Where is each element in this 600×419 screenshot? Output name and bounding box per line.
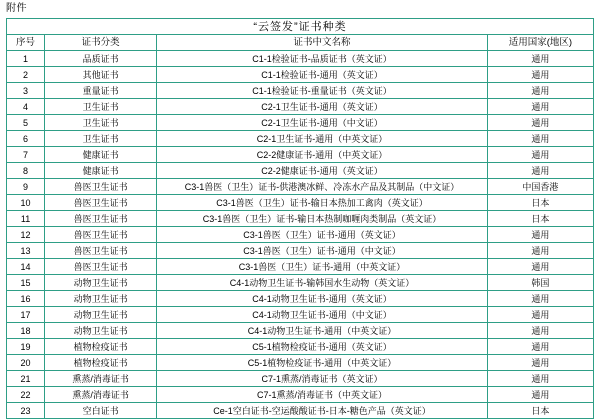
table-row [7,339,594,355]
row-country: 通用 [487,227,593,243]
table-row [7,83,594,99]
row-country: 通用 [487,307,593,323]
row-index: 19 [7,339,45,355]
table-row [7,51,594,67]
row-country: 日本 [487,403,593,419]
row-name: C2-1卫生证书-通用（中英文证） [157,131,488,147]
certificate-table-body [7,19,594,419]
row-name: C4-1动物卫生证书-通用（英文证） [157,291,488,307]
table-row [7,307,594,323]
table-row [7,163,594,179]
row-category: 健康证书 [45,163,157,179]
row-name: C4-1动物卫生证书-通用（中英文证） [157,323,488,339]
table-row [7,179,594,195]
row-country: 通用 [487,147,593,163]
row-index: 5 [7,115,45,131]
table-row [7,259,594,275]
table-row [7,195,594,211]
table-row [7,403,594,419]
row-index: 13 [7,243,45,259]
row-category: 空白证书 [45,403,157,419]
row-index: 9 [7,179,45,195]
table-row [7,243,594,259]
row-category: 健康证书 [45,147,157,163]
row-name: C3-1兽医（卫生）证书-通用（英文证） [157,227,488,243]
row-name: C2-2健康证书-通用（英文证） [157,163,488,179]
row-name: C2-1卫生证书-通用（中文证） [157,115,488,131]
row-index: 12 [7,227,45,243]
row-category: 兽医卫生证书 [45,211,157,227]
column-header-name: 证书中文名称 [157,35,488,51]
row-index: 4 [7,99,45,115]
row-index: 23 [7,403,45,419]
row-index: 18 [7,323,45,339]
row-name: C5-1植物检疫证书-通用（中英文证） [157,355,488,371]
row-name: C5-1植物检疫证书-通用（英文证） [157,339,488,355]
row-category: 卫生证书 [45,115,157,131]
row-country: 通用 [487,323,593,339]
table-row [7,355,594,371]
row-country: 通用 [487,371,593,387]
row-index: 2 [7,67,45,83]
column-header-country: 适用国家(地区) [487,35,593,51]
row-index: 6 [7,131,45,147]
column-header-index: 序号 [7,35,45,51]
row-index: 16 [7,291,45,307]
table-row [7,387,594,403]
row-country: 韩国 [487,275,593,291]
row-country: 通用 [487,83,593,99]
row-category: 其他证书 [45,67,157,83]
row-category: 动物卫生证书 [45,291,157,307]
row-category: 品质证书 [45,51,157,67]
row-name: C3-1兽医（卫生）证书-输日本热制咖喱肉类制品（英文证） [157,211,488,227]
row-country: 通用 [487,339,593,355]
table-row [7,115,594,131]
row-category: 熏蒸/消毒证书 [45,387,157,403]
row-category: 卫生证书 [45,131,157,147]
row-category: 动物卫生证书 [45,323,157,339]
row-country: 通用 [487,291,593,307]
row-category: 兽医卫生证书 [45,179,157,195]
row-name: C2-2健康证书-通用（中英文证） [157,147,488,163]
row-category: 兽医卫生证书 [45,259,157,275]
row-country: 日本 [487,195,593,211]
table-row [7,227,594,243]
row-country: 通用 [487,67,593,83]
table-header-row [7,35,594,51]
row-category: 重量证书 [45,83,157,99]
row-name: C3-1兽医（卫生）证书-供港澳冰鲜、冷冻水产品及其制品（中文证） [157,179,488,195]
row-country: 通用 [487,163,593,179]
row-index: 10 [7,195,45,211]
row-name: C1-1检验证书-重量证书（英文证） [157,83,488,99]
row-index: 14 [7,259,45,275]
table-row [7,131,594,147]
row-category: 卫生证书 [45,99,157,115]
row-category: 熏蒸/消毒证书 [45,371,157,387]
row-name: C1-1检验证书-通用（英文证） [157,67,488,83]
row-index: 8 [7,163,45,179]
row-index: 20 [7,355,45,371]
row-index: 1 [7,51,45,67]
table-title: “云签发”证书种类 [7,19,594,35]
row-index: 22 [7,387,45,403]
table-row [7,99,594,115]
row-country: 通用 [487,355,593,371]
row-index: 17 [7,307,45,323]
row-country: 通用 [487,243,593,259]
row-country: 中国香港 [487,179,593,195]
row-category: 兽医卫生证书 [45,227,157,243]
row-category: 动物卫生证书 [45,275,157,291]
row-name: C3-1兽医（卫生）证书-输日本热加工禽肉（英文证） [157,195,488,211]
row-country: 日本 [487,211,593,227]
row-country: 通用 [487,131,593,147]
table-row [7,323,594,339]
certificate-table [6,18,594,419]
row-category: 兽医卫生证书 [45,195,157,211]
row-category: 植物检疫证书 [45,339,157,355]
row-country: 通用 [487,51,593,67]
row-country: 通用 [487,259,593,275]
row-country: 通用 [487,115,593,131]
row-category: 植物检疫证书 [45,355,157,371]
table-row [7,291,594,307]
column-header-category: 证书分类 [45,35,157,51]
row-name: C2-1卫生证书-通用（英文证） [157,99,488,115]
row-name: Ce-1空白证书-空运酸酸证书-日本-糖色产品（英文证） [157,403,488,419]
table-row [7,211,594,227]
table-row [7,371,594,387]
row-category: 动物卫生证书 [45,307,157,323]
row-country: 通用 [487,387,593,403]
table-row [7,275,594,291]
row-name: C4-1动物卫生证书-通用（中文证） [157,307,488,323]
attachment-label: 附件 [6,3,27,14]
row-index: 7 [7,147,45,163]
row-name: C4-1动物卫生证书-输韩国水生动物（英文证） [157,275,488,291]
certificate-table-container [6,18,594,419]
row-name: C3-1兽医（卫生）证书-通用（中英文证） [157,259,488,275]
row-name: C1-1检验证书-品质证书（英文证） [157,51,488,67]
row-name: C3-1兽医（卫生）证书-通用（中文证） [157,243,488,259]
row-country: 通用 [487,99,593,115]
row-name: C7-1熏蒸/消毒证书（英文证） [157,371,488,387]
table-title-row [7,19,594,35]
table-row [7,147,594,163]
table-row [7,67,594,83]
row-category: 兽医卫生证书 [45,243,157,259]
row-index: 21 [7,371,45,387]
row-index: 11 [7,211,45,227]
row-index: 3 [7,83,45,99]
row-name: C7-1熏蒸/消毒证书（中英文证） [157,387,488,403]
row-index: 15 [7,275,45,291]
